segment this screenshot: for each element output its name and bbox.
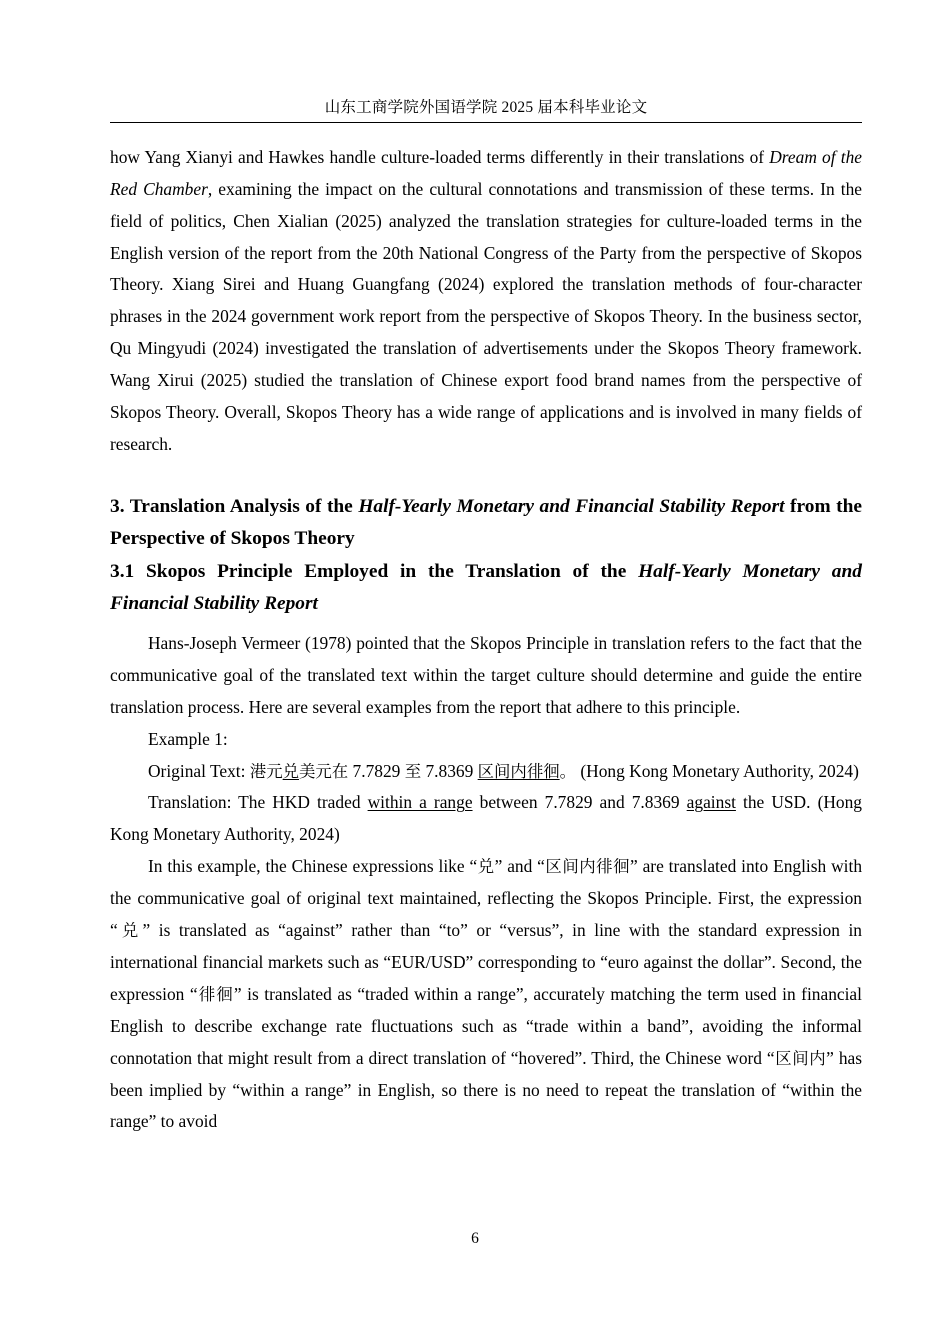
original-cjk-part-b: 美元在 [299,761,349,781]
analysis-cjk-dui-2: 兑 [117,921,143,941]
lit-review-text-part-1: how Yang Xianyi and Hawkes handle culture-loaded terms differently in their translations of [110,146,770,167]
translation-underlined-against: against [686,792,736,813]
original-rate-upper: 7.8369 [425,760,474,781]
header-divider-rule [110,122,862,123]
lit-review-text-part-2: , examining the impact on the cultural connotations and transmission of these terms. In the field of politics, Chen Xialian (2025) analyzed the translation strategies for culture-loaded terms in the English version of the report from the 20th National Congress of the Party from the perspective of Skopos Theory. Xiang Sirei and Huang Guangfang (2024) explored the translation methods of four-character phrases in the 2024 government work report from the perspective of Skopos Theory. In the business sector, Qu Mingyudi (2024) investigated the translation of advertisements under the Skopos Theory framework. Wang Xirui (2025) studied the translation of Chinese export food brand names from the perspective of Skopos Theory. Overall, Skopos Theory has a wide range of applications and is involved in many fields of research. [110,178,862,454]
heading-section-3-1-report-title: Half-Yearly Monetary and Financial Stability Report [110,560,862,614]
heading-section-3-1 [110,555,862,620]
example-1-original-text [110,756,862,788]
translation-prefix: Translation: The HKD traded [148,792,368,813]
page-number-footer [0,1230,950,1248]
translation-mid: between 7.7829 and 7.8369 [472,792,687,813]
translation-suffix: the USD. [735,792,811,813]
original-cjk-part-a: 港元 [249,761,283,781]
original-cjk-period: 。 [559,761,576,781]
analysis-seg-2: ” and “ [494,856,545,877]
vermeer-intro-block [110,628,862,724]
paragraph-example-1-analysis [110,851,862,1138]
heading-section-3-1-text-1: 3.1 Skopos Principle Employed in the Translation of the [110,560,639,582]
analysis-cjk-qujianneipaihuai: 区间内徘徊 [544,857,630,877]
original-text-prefix: Original Text: [148,760,250,781]
heading-section-3-text-2: from the Perspective of Skopos Theory [110,495,862,549]
example-1-label: Example 1: [148,728,228,749]
analysis-cjk-qujiannei: 区间内 [774,1048,827,1068]
analysis-seg-4: ” is translated as “against” rather than “to” or “versus”, in line with the standard expression in international financial markets such as “EUR/USD” corresponding to “euro against the dollar”. Second, the expression “ [110,920,862,1004]
analysis-cjk-dui-1: 兑 [477,857,495,877]
literature-review-block [110,142,862,461]
analysis-seg-1: In this example, the Chinese expressions like “ [148,856,478,877]
original-rate-lower: 7.7829 [352,760,401,781]
original-citation: (Hong Kong Monetary Authority, 2024) [580,760,859,781]
paragraph-vermeer-intro: Hans-Joseph Vermeer (1978) pointed that the Skopos Principle in translation refers to the fact that the communicative goal of the translated text within the target culture should determine and guide the entire translation process. Here are several examples from the report that adhere to this principle. [110,632,862,717]
heading-section-3-text-1: 3. Translation Analysis of the [110,495,359,517]
example-1-translation-text [110,787,862,851]
page-number-value: 6 [471,1230,479,1247]
heading-section-3 [110,461,862,555]
original-cjk-underlined-dui: 兑 [282,761,299,781]
original-cjk-zhi: 至 [404,761,422,781]
book-title-dream-of-the-red-chamber: Dream of the Red Chamber [110,146,862,199]
heading-section-3-report-title: Half-Yearly Monetary and Financial Stability Report [358,495,785,517]
running-header-text: 山东工商学院外国语学院 2025 届本科毕业论文 [324,99,648,116]
analysis-cjk-paihuai: 徘徊 [197,984,234,1004]
running-header [110,0,862,117]
translation-citation: (Hong Kong Monetary Authority, 2024) [110,792,862,845]
translation-underlined-within-a-range: within a range [367,792,473,813]
analysis-seg-6: ” has been implied by “within a range” in English, so there is no need to repeat the translation of “within the range” to avoid [110,1047,863,1132]
original-cjk-underlined-qujianneipaihuai: 区间内徘徊 [477,761,560,781]
analysis-seg-5: ” is translated as “traded within a range”, accurately matching the term used in financial English to describe exchange rate fluctuations such as “trade within a band”, avoiding the informal connotation that might result from a direct translation of “hovered”. Third, the Chinese word “ [110,983,862,1068]
paragraph-literature-review [110,142,862,461]
analysis-seg-3: ” are translated into English with the communicative goal of original text maintained, reflecting the Skopos Principle. First, the expression “ [110,856,863,941]
page-content-area [110,0,862,1138]
